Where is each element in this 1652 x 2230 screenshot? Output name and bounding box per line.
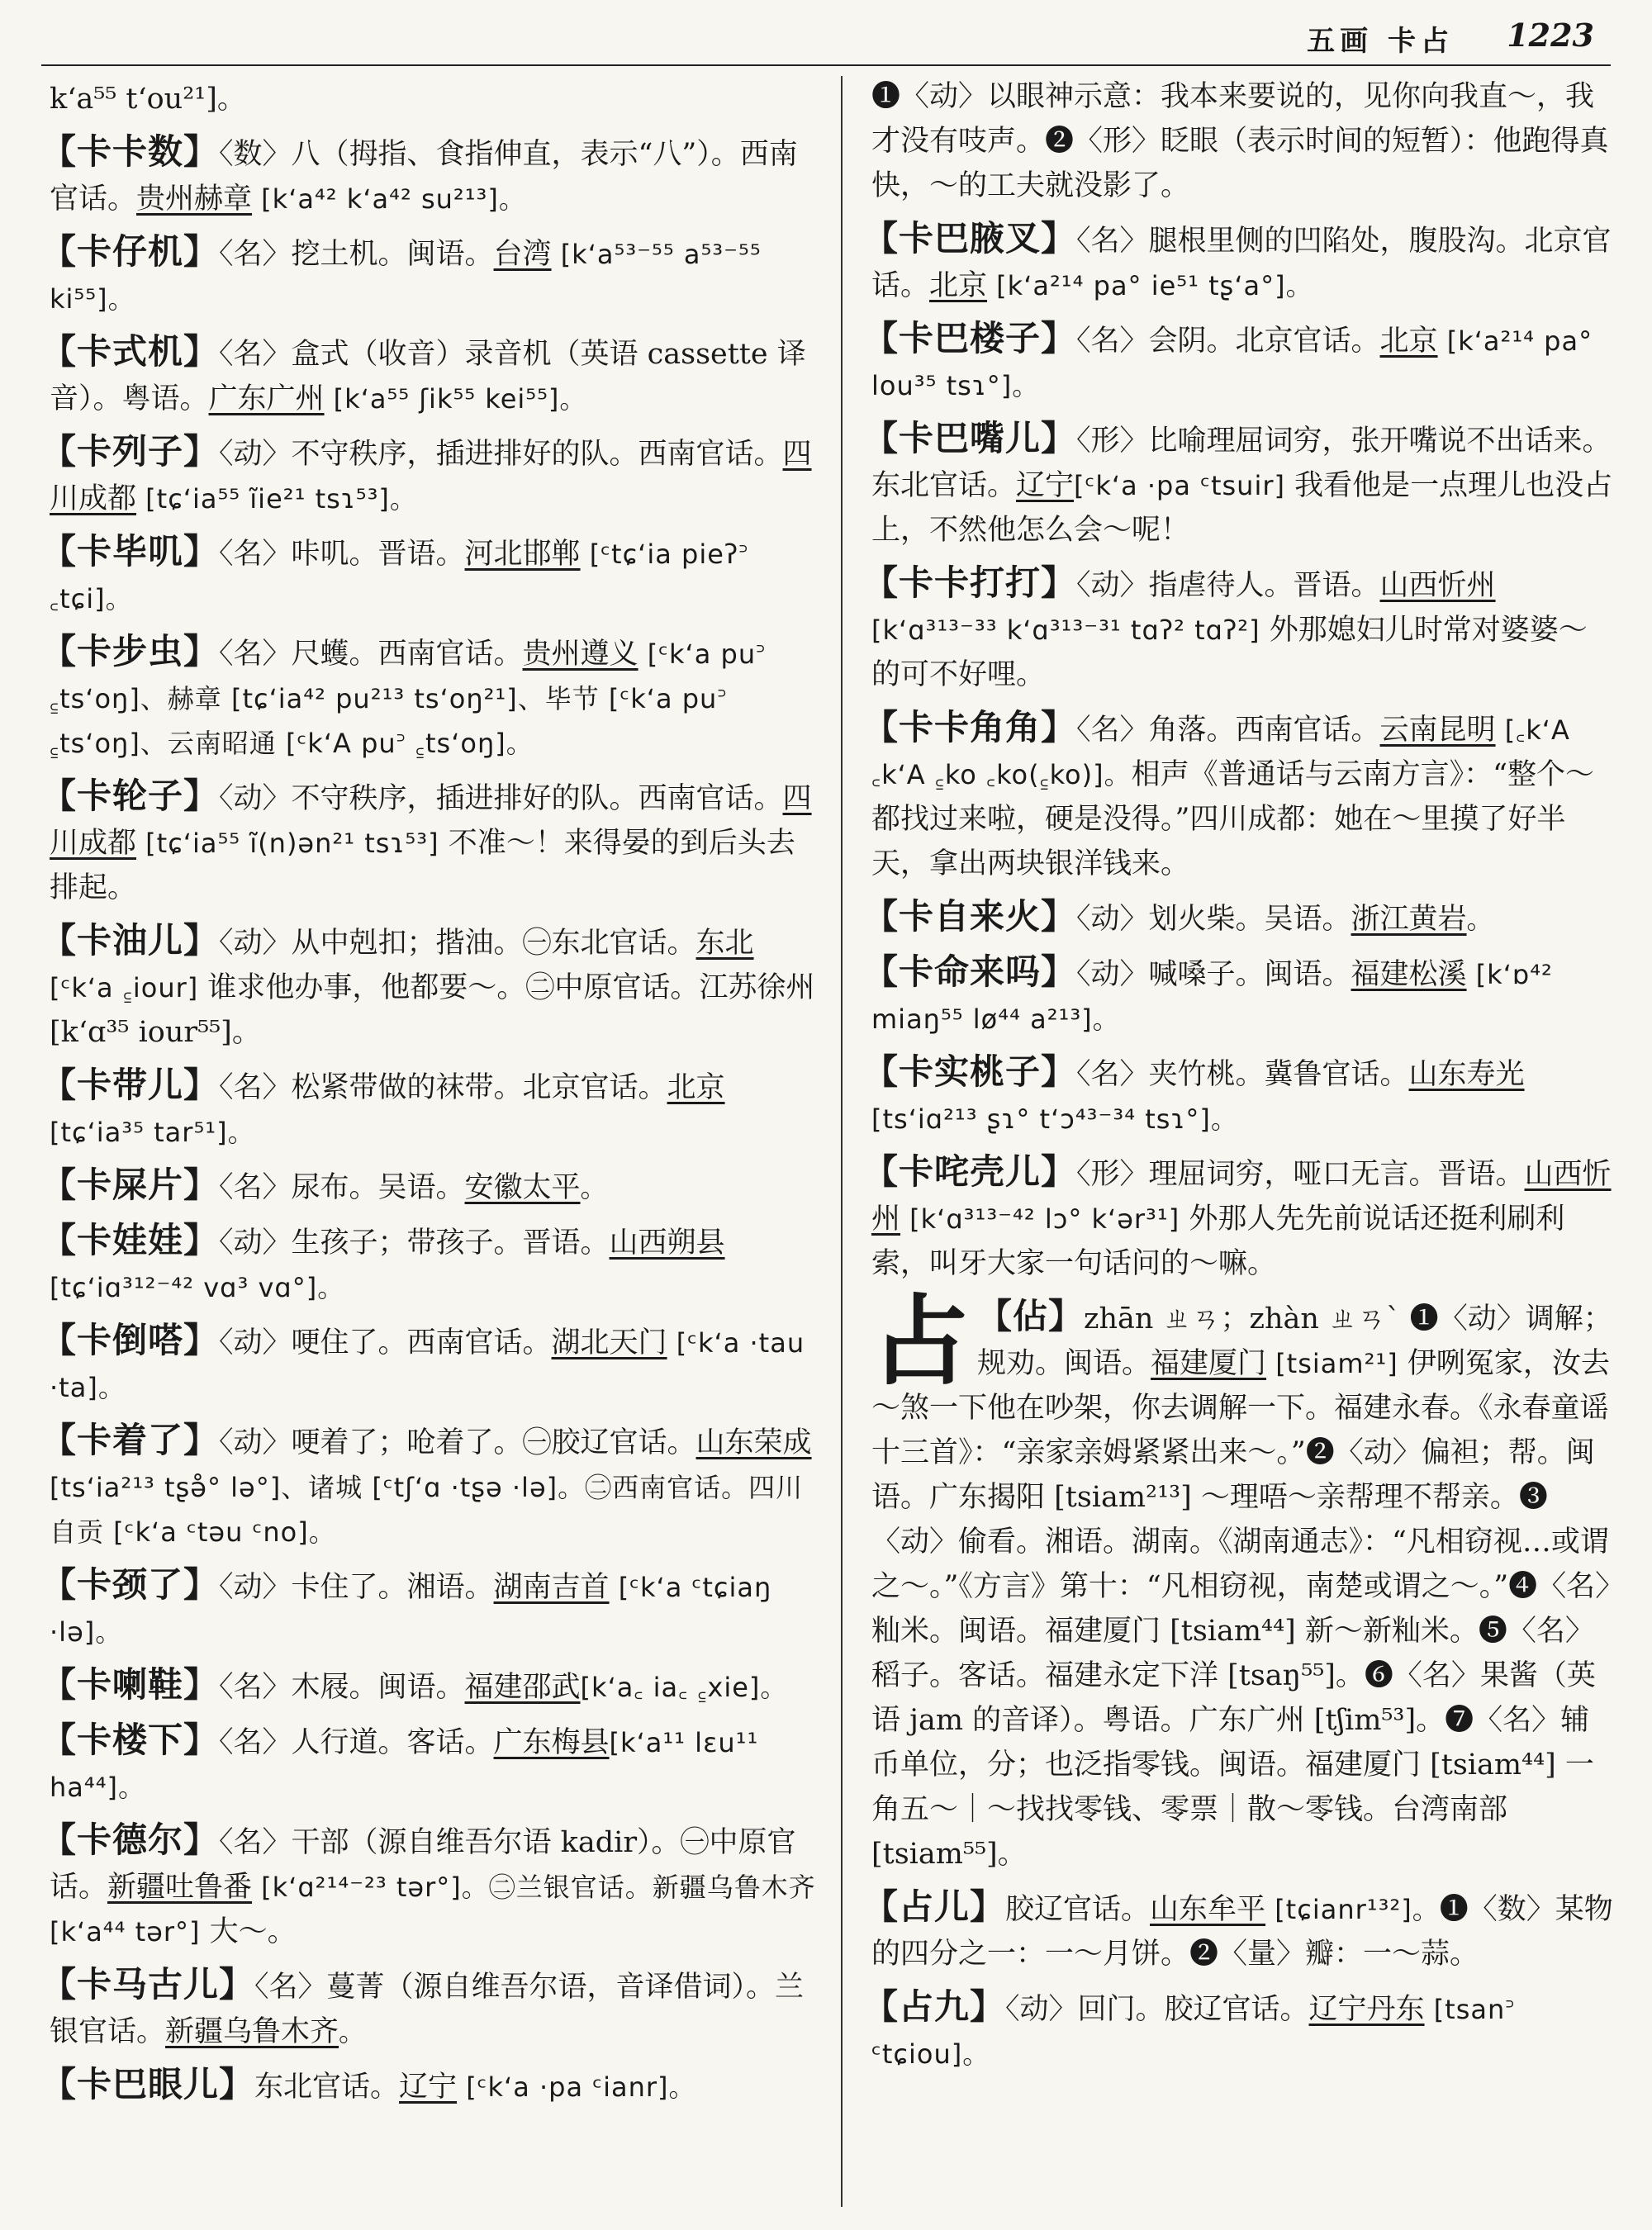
dictionary-entry [863, 1885, 1615, 1976]
phonetic: [ts‘ia²¹³ tʂə̊° lə°]、诸城 [ᶜtʃ‘ɑ ·tʂə ·lə]。㊁西南官话。四川自贡 [ᶜk‘a ᶜtəu ᶜno]。 [50, 1472, 804, 1548]
phonetic: [tsan꜄ ᶜtɕiou]。 [871, 1994, 1516, 2070]
place-name: 山东寿光 [1408, 1058, 1525, 1091]
header-rule [41, 64, 1611, 66]
place-name: 北京 [667, 1071, 725, 1104]
definition: ❶〈动〉以眼神示意：我本来要说的，见你向我直～，我才没有吱声。❷〈形〉眨眼（表示时间的短暂）：他跑得真快，～的工夫就没影了。 [871, 80, 1609, 202]
page-number: 1223 [1507, 17, 1594, 54]
headword: 【卡实桃子】 [863, 1051, 1077, 1092]
phonetic: [ᶜtɕ‘ia pieʔ꜄ ꜀tɕi]。 [50, 539, 749, 614]
definition: 〈名〉角落。西南官话。 [1076, 714, 1380, 747]
phonetic: [k‘a¹¹ lɛu¹¹ ha⁴⁴]。 [50, 1727, 759, 1803]
headword: 【卡屎片】 [41, 1165, 220, 1205]
example: 外那媳妇儿时常对婆婆～的可不好哩。 [871, 614, 1588, 691]
place-name: 贵州遵义 [522, 638, 638, 671]
definition: 〈动〉划火柴。吴语。 [1076, 903, 1351, 936]
dictionary-entry [863, 416, 1615, 553]
headword: 【卡巴腋叉】 [863, 218, 1077, 259]
definition: 〈名〉会阴。北京官话。 [1076, 325, 1380, 358]
dictionary-entry [41, 529, 823, 621]
dictionary-entry [41, 1418, 823, 1554]
dictionary-entry [41, 230, 823, 321]
place-name: 安徽太平 [464, 1171, 581, 1204]
section-title: 五画 卡占 [1307, 25, 1454, 58]
place-name: 福建厦门 [1151, 1347, 1267, 1380]
definition: 东北官话。 [254, 2071, 400, 2104]
definition: 〈名〉木屐。闽语。 [219, 1671, 465, 1704]
phonetic: [k‘a²¹⁴ pa° lou³⁵ tsɿ°]。 [871, 325, 1593, 401]
example: 谁求他办事，他都要～。㊁中原官话。江苏徐州 [k‘ɑ³⁵ iour⁵⁵]。 [50, 971, 815, 1049]
definition: 〈动〉喊嗓子。闽语。 [1076, 958, 1351, 991]
place-name: 福建松溪 [1351, 958, 1467, 991]
dictionary-entry [41, 1218, 823, 1310]
dictionary-entry-big-character [863, 1283, 1615, 1877]
headword: 【卡德尔】 [41, 1820, 220, 1860]
definition: 〈名〉挖土机。闽语。 [219, 238, 494, 271]
definition: 〈动〉指虐待人。晋语。 [1076, 569, 1380, 602]
phonetic: 。 [580, 1172, 608, 1203]
place-name: 东北 [695, 927, 754, 960]
definition: 〈名〉干部（源自维吾尔语 kadir）。㊀中原官话。 [50, 1826, 796, 1904]
dictionary-entry [41, 2062, 823, 2109]
dictionary-entry [41, 774, 823, 910]
headword: 【卡倒嗒】 [41, 1320, 220, 1360]
definition: 〈名〉盒式（收音）录音机（英语 cassette 译音）。粤语。 [50, 338, 806, 415]
place-name: 山东牟平 [1150, 1893, 1266, 1926]
dictionary-entry [863, 705, 1615, 886]
dictionary-entry [41, 1663, 823, 1710]
phonetic: [k‘ɑ³¹³⁻³³ k‘ɑ³¹³⁻³¹ tɑʔ² tɑʔ²] [871, 614, 1260, 646]
dictionary-entry [41, 74, 823, 121]
place-name: 辽宁 [1016, 469, 1075, 502]
phonetic: [k‘ɑ²¹⁴⁻²³ tər°]。㊁兰银官话。新疆乌鲁木齐 [k‘a⁴⁴ tər°] [50, 1872, 816, 1948]
example: 我看他是一点理儿也没占上，不然他怎么会～呢！ [871, 469, 1613, 547]
phonetic: [ᶜk‘a pu꜄ ꜁ts‘oŋ]、赫章 [tɕ‘ia⁴² pu²¹³ ts‘oŋ²¹]、毕节 [ᶜk‘a pu꜄ ꜁ts‘oŋ]、云南昭通 [ᶜk‘A pu꜄ ꜁ts‘oŋ]。 [50, 638, 767, 759]
phonetic: [k‘a⁵³⁻⁵⁵ a⁵³⁻⁵⁵ ki⁵⁵]。 [50, 239, 762, 315]
dictionary-entry [863, 1985, 1615, 2076]
dictionary-entry [41, 1063, 823, 1155]
definition: zhān ㄓㄢ；zhàn ㄓㄢˋ ❶〈动〉调解；规劝。闽语。 [977, 1302, 1612, 1380]
headword: 【卡巴嘴儿】 [863, 418, 1077, 458]
dictionary-entry [41, 330, 823, 421]
place-name: 山西朔县 [609, 1226, 725, 1260]
definition: 〈形〉理屈词穷，哑口无言。晋语。 [1076, 1158, 1525, 1191]
headword: 【卡列子】 [41, 431, 220, 472]
phonetic: [k‘a²¹⁴ pa° ie⁵¹ tʂ‘a°]。 [996, 270, 1313, 301]
place-name: 广东梅县 [493, 1726, 610, 1759]
phonetic: [k‘ɑ³¹³⁻⁴² lɔ° k‘ər³¹] [909, 1203, 1180, 1235]
place-name: 河北邯郸 [464, 538, 581, 571]
phonetic: 。 [1466, 904, 1494, 935]
definition: 〈名〉人行道。客话。 [219, 1726, 494, 1759]
headword: 【卡楼下】 [41, 1720, 220, 1760]
definition: 〈动〉从中剋扣；揩油。㊀东北官话。 [219, 927, 696, 960]
headword: 【卡娃娃】 [41, 1220, 220, 1260]
dictionary-entry [41, 918, 823, 1055]
example: 相声《普通话与云南方言》：“整个～都找过来啦，硬是没得。”四川成都：她在～里摸了好半天，拿出两块银洋钱来。 [871, 758, 1594, 880]
definition: 〈名〉腿根里侧的凹陷处，腹股沟。北京官话。 [871, 225, 1612, 302]
phonetic: [k‘a꜀ ia꜀ ꜁xie]。 [580, 1672, 788, 1703]
phonetic: [tsiam²¹] [1275, 1348, 1398, 1379]
place-name: 山西忻州 [1379, 569, 1496, 602]
headword: 【卡毕叽】 [41, 531, 220, 572]
definition: 〈名〉夹竹桃。冀鲁官话。 [1076, 1058, 1409, 1091]
phonetic: [tɕ‘ia³⁵ tar⁵¹]。 [50, 1117, 255, 1148]
definition: 〈动〉不守秩序，插进排好的队。西南官话。 [219, 438, 783, 471]
definition: 〈动〉哽住了。西南官话。 [219, 1326, 552, 1359]
place-name: 四川成都 [50, 782, 812, 860]
definition: 〈名〉咔叽。晋语。 [219, 538, 465, 571]
definition: k‘a⁵⁵ t‘ou²¹]。 [50, 83, 246, 116]
phonetic: [k‘ɒ⁴² miaŋ⁵⁵ lø⁴⁴ a²¹³]。 [871, 959, 1553, 1035]
place-name: 福建邵武 [464, 1671, 581, 1704]
place-name: 云南昆明 [1379, 714, 1496, 747]
dictionary-entry [41, 1962, 823, 2054]
headword: 【卡带儿】 [41, 1065, 220, 1105]
phonetic: [tɕ‘iɑ³¹²⁻⁴² vɑ³ vɑ°]。 [50, 1272, 345, 1303]
phonetic: [ts‘iɑ²¹³ ʂɿ° t‘ɔ⁴³⁻³⁴ tsɿ°]。 [871, 1103, 1238, 1135]
headword: 【卡巴眼儿】 [41, 2064, 255, 2104]
headword: 【占儿】 [863, 1886, 1006, 1927]
dictionary-entry [863, 561, 1615, 697]
phonetic: 。 [339, 2016, 367, 2047]
headword: 【卡马古儿】 [41, 1964, 255, 2005]
place-name: 台湾 [493, 238, 552, 271]
headword: 【卡卡角角】 [863, 707, 1077, 747]
place-name: 新疆乌鲁木齐 [165, 2015, 339, 2048]
headword: 【卡卡数】 [41, 131, 220, 172]
place-name: 北京 [1379, 325, 1438, 358]
phonetic: [tɕianr¹³²]。 [1275, 1894, 1440, 1925]
dictionary-entry [863, 74, 1615, 208]
place-name: 辽宁 [399, 2071, 458, 2104]
place-name: 贵州赫章 [136, 183, 253, 216]
page-header [0, 0, 1652, 66]
phonetic: [ᶜk‘a ·pa ᶜianr]。 [466, 2071, 696, 2103]
headword: 【卡仔机】 [41, 231, 220, 272]
example: ❶〈数〉某物的四分之一：一～月饼。❷〈量〉瓣：一～蒜。 [871, 1893, 1613, 1971]
definition: 〈名〉松紧带做的袜带。北京官话。 [219, 1071, 667, 1104]
place-name: 湖北天门 [551, 1326, 667, 1359]
place-name: 山西忻州 [871, 1158, 1612, 1236]
headword: 【卡着了】 [41, 1420, 220, 1460]
headword: 【卡颈了】 [41, 1564, 220, 1605]
dictionary-entry [41, 1818, 823, 1954]
dictionary-entry [41, 1718, 823, 1810]
dictionary-entry [41, 1163, 823, 1210]
definition: 〈动〉不守秩序，插进排好的队。西南官话。 [219, 782, 783, 815]
big-headword-character: 占 [871, 1283, 970, 1398]
definition: 〈动〉回门。胶辽官话。 [1005, 1993, 1309, 2026]
dictionary-entry [41, 429, 823, 521]
phonetic: [ᶜk‘a ·tau ·ta]。 [50, 1327, 805, 1403]
headword: 【卡步虫】 [41, 631, 220, 671]
phonetic: [k‘a⁴² k‘a⁴² su²¹³]。 [261, 183, 526, 215]
place-name: 湖南吉首 [493, 1571, 610, 1604]
definition: 〈名〉蔓菁（源自维吾尔语，音译借词）。兰银官话。 [50, 1971, 805, 2048]
headword: 【卡自来火】 [863, 896, 1077, 937]
headword: 【卡式机】 [41, 331, 220, 372]
example: 大～。 [209, 1915, 297, 1948]
definition: 〈名〉尺蠖。西南官话。 [219, 638, 523, 671]
dictionary-entry [863, 1050, 1615, 1141]
definition: 胶辽官话。 [1005, 1893, 1151, 1926]
right-column [863, 74, 1615, 2085]
left-column [41, 74, 823, 2118]
dictionary-entry [41, 130, 823, 221]
dictionary-entry [863, 216, 1615, 308]
phonetic: [tɕ‘ia⁵⁵ ĩie²¹ tsɿ⁵³]。 [145, 483, 417, 515]
headword: 【占九】 [863, 1986, 1006, 2027]
dictionary-entry [41, 1563, 823, 1654]
headword: 【佔】 [977, 1296, 1085, 1336]
definition: 〈动〉卡住了。湘语。 [219, 1571, 494, 1604]
place-name: 山东荣成 [695, 1426, 812, 1459]
dictionary-entry [863, 1150, 1615, 1286]
phonetic: [ᶜk‘a ᶜtɕiaŋ ·lə]。 [50, 1572, 772, 1648]
headword: 【卡命来吗】 [863, 951, 1077, 992]
definition: 〈动〉生孩子；带孩子。晋语。 [219, 1226, 610, 1260]
column-divider [841, 76, 843, 2207]
headword: 【卡卡打打】 [863, 562, 1077, 603]
place-name: 广东广州 [208, 382, 325, 415]
example: 伊咧冤家，汝去～煞一下他在吵架，你去调解一下。福建永春。《永春童谣十三首》：“亲家亲姆紧紧出来～。”❷〈动〉偏袒；帮。闽语。广东揭阳 [tsiam²¹³] ～理唔～亲帮理不帮亲。❸〈动〉偷看。湘语。湖南。《湖南通志》：“凡相窃视…或谓之～。”《方言》第十：“凡相窃视，南楚或谓之～。”❹〈名〉籼米。闽语。福建厦门 [tsiam⁴⁴] 新～新籼米。❺〈名〉稻子。客话。福建永定下洋 [tsaŋ⁵⁵]。❻〈名〉果酱（英语 jam 的音译）。粤语。广东广州 [tʃim⁵³]。❼〈名〉辅币单位，分；也泛指零钱。闽语。福建厦门 [tsiam⁴⁴] 一角五～｜～找找零钱、零票｜散～零钱。台湾南部 [tsiam⁵⁵]。 [871, 1347, 1610, 1871]
phonetic: [ᶜk‘a ·pa ᶜtsuir] [1074, 470, 1285, 501]
headword: 【卡喇鞋】 [41, 1664, 220, 1705]
place-name: 浙江黄岩 [1351, 903, 1467, 936]
place-name: 四川成都 [50, 438, 812, 515]
phonetic: [ᶜk‘a ꜁iour] [50, 972, 199, 1004]
dictionary-entry [41, 629, 823, 766]
example: 不准～！来得晏的到后头去排起。 [50, 827, 795, 904]
phonetic: [꜀k‘A ꜀k‘A ꜁ko ꜀ko(꜁ko)]。 [871, 714, 1570, 790]
dictionary-entry [863, 316, 1615, 408]
dictionary-entry [863, 894, 1615, 942]
phonetic: [tɕ‘ia⁵⁵ ĩ(n)ən²¹ tsɿ⁵³] [145, 828, 439, 859]
place-name: 辽宁丹东 [1308, 1993, 1425, 2026]
example: 外那人先先前说话还挺利刷利索，叫牙大家一句话问的～嘛。 [871, 1203, 1565, 1280]
definition: 〈数〉八（拇指、食指伸直，表示“八”）。西南官话。 [50, 138, 798, 216]
dictionary-entry [863, 950, 1615, 1041]
headword: 【卡咤壳儿】 [863, 1151, 1077, 1192]
place-name: 新疆吐鲁番 [107, 1871, 253, 1904]
headword: 【卡油儿】 [41, 920, 220, 961]
definition: 〈名〉尿布。吴语。 [219, 1171, 465, 1204]
definition: 〈动〉哽着了；呛着了。㊀胶辽官话。 [219, 1426, 696, 1459]
place-name: 北京 [929, 269, 988, 302]
headword: 【卡轮子】 [41, 776, 220, 816]
dictionary-entry [41, 1318, 823, 1410]
definition: 〈形〉比喻理屈词穷，张开嘴说不出话来。东北官话。 [871, 425, 1612, 502]
headword: 【卡巴楼子】 [863, 318, 1077, 358]
phonetic: [k‘a⁵⁵ ʃik⁵⁵ kei⁵⁵]。 [333, 383, 587, 415]
